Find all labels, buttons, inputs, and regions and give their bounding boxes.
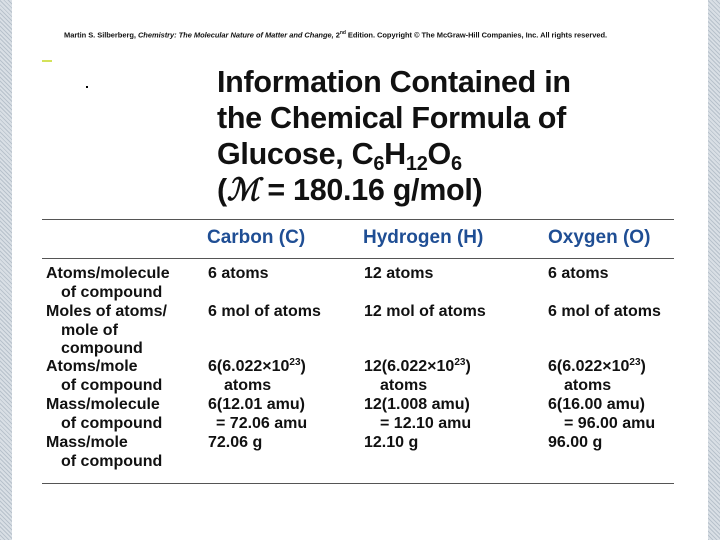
- cell-exponent: 23: [454, 357, 466, 368]
- cell-carbon-mass-per-molecule: [208, 396, 307, 433]
- cell-text: ): [465, 358, 471, 375]
- title-line-2: the Chemical Formula of: [217, 101, 566, 135]
- cell-text: atoms: [380, 376, 428, 394]
- cell-exponent: 23: [289, 357, 301, 368]
- table-header-rule: [42, 258, 674, 259]
- row-label-moles-of-atoms: [46, 303, 167, 359]
- cell-oxygen-atoms-per-molecule: 6 atoms: [548, 265, 609, 282]
- copyright-edition-suffix: nd: [339, 30, 346, 36]
- cell-carbon-mass-per-mole: 72.06 g: [208, 434, 263, 451]
- row-label-mass-per-mole: [46, 434, 162, 471]
- cell-carbon-atoms-per-molecule: 6 atoms: [208, 265, 269, 282]
- cell-text: 12(1.008 amu): [364, 396, 470, 413]
- accent-rule: [42, 60, 52, 62]
- copyright-book-title: Chemistry: The Molecular Nature of Matter and Change,: [137, 30, 334, 40]
- row-label-line: compound: [61, 340, 143, 357]
- column-header-oxygen: Oxygen (O): [548, 227, 651, 248]
- title-o: O: [427, 137, 451, 171]
- copyright-edition-number: 2: [335, 30, 340, 40]
- title-line-1: Information Contained in: [217, 65, 571, 99]
- cell-hydrogen-moles-of-atoms: 12 mol of atoms: [364, 303, 486, 320]
- cell-text: 6(12.01 amu): [208, 396, 305, 413]
- title-glucose-c: Glucose, C: [217, 137, 374, 171]
- copyright-line: [64, 30, 607, 40]
- cell-oxygen-moles-of-atoms: 6 mol of atoms: [548, 303, 661, 320]
- row-label-atoms-per-molecule: [46, 265, 170, 302]
- left-border: [0, 0, 12, 540]
- cell-hydrogen-atoms-per-molecule: 12 atoms: [364, 265, 434, 282]
- row-label-line: Moles of atoms/: [46, 303, 167, 320]
- title-molar-mass: = 180.16 g/mol): [259, 173, 483, 207]
- cell-hydrogen-atoms-per-mole: [364, 358, 471, 395]
- title-sub-c: 6: [373, 153, 385, 175]
- row-label-line: mole of: [61, 321, 118, 339]
- title-sub-o: 6: [450, 153, 462, 175]
- right-border: [708, 0, 720, 540]
- title-line-3: [217, 136, 687, 175]
- title-paren: (: [217, 173, 227, 207]
- cell-text: = 12.10 amu: [380, 414, 472, 432]
- row-label-line: Atoms/molecule: [46, 265, 170, 282]
- cell-carbon-moles-of-atoms: 6 mol of atoms: [208, 303, 321, 320]
- cell-exponent: 23: [629, 357, 641, 368]
- cell-text: atoms: [564, 376, 612, 394]
- cell-carbon-atoms-per-mole: [208, 358, 306, 395]
- page-title: [217, 64, 687, 208]
- cell-oxygen-mass-per-mole: 96.00 g: [548, 434, 603, 451]
- title-line-4: [217, 172, 687, 208]
- stray-dot: [86, 86, 88, 88]
- cell-text: = 72.06 amu: [216, 414, 308, 432]
- cell-text: 6(6.022×10: [548, 358, 630, 375]
- cell-text: 6(16.00 amu): [548, 396, 645, 413]
- cell-text: ): [640, 358, 646, 375]
- row-label-line: of compound: [61, 283, 163, 301]
- row-label-line: of compound: [61, 452, 163, 470]
- row-label-line: of compound: [61, 414, 163, 432]
- title-h: H: [384, 137, 406, 171]
- row-label-mass-per-molecule: [46, 396, 162, 433]
- cell-text: 6(6.022×10: [208, 358, 290, 375]
- title-sub-h: 12: [405, 153, 428, 175]
- cell-text: ): [300, 358, 306, 375]
- column-header-hydrogen: Hydrogen (H): [363, 227, 484, 248]
- column-header-carbon: Carbon (C): [207, 227, 306, 248]
- cell-text: 12(6.022×10: [364, 358, 455, 375]
- cell-hydrogen-mass-per-molecule: [364, 396, 471, 433]
- row-label-line: Atoms/mole: [46, 358, 138, 375]
- cell-hydrogen-mass-per-mole: 12.10 g: [364, 434, 419, 451]
- cell-oxygen-mass-per-molecule: [548, 396, 655, 433]
- cell-text: atoms: [224, 376, 272, 394]
- table-top-rule: [42, 219, 674, 220]
- cell-oxygen-atoms-per-mole: [548, 358, 646, 395]
- row-label-line: of compound: [61, 376, 163, 394]
- row-label-atoms-per-mole: [46, 358, 162, 395]
- copyright-author: Martin S. Silberberg,: [64, 30, 136, 40]
- copyright-rest: Edition. Copyright © The McGraw-Hill Companies, Inc. All rights reserved.: [347, 30, 608, 40]
- cell-text: = 96.00 amu: [564, 414, 656, 432]
- row-label-line: Mass/mole: [46, 434, 128, 451]
- row-label-line: Mass/molecule: [46, 396, 160, 413]
- table-bottom-rule: [42, 483, 674, 484]
- molar-mass-symbol: ℳ: [226, 173, 260, 207]
